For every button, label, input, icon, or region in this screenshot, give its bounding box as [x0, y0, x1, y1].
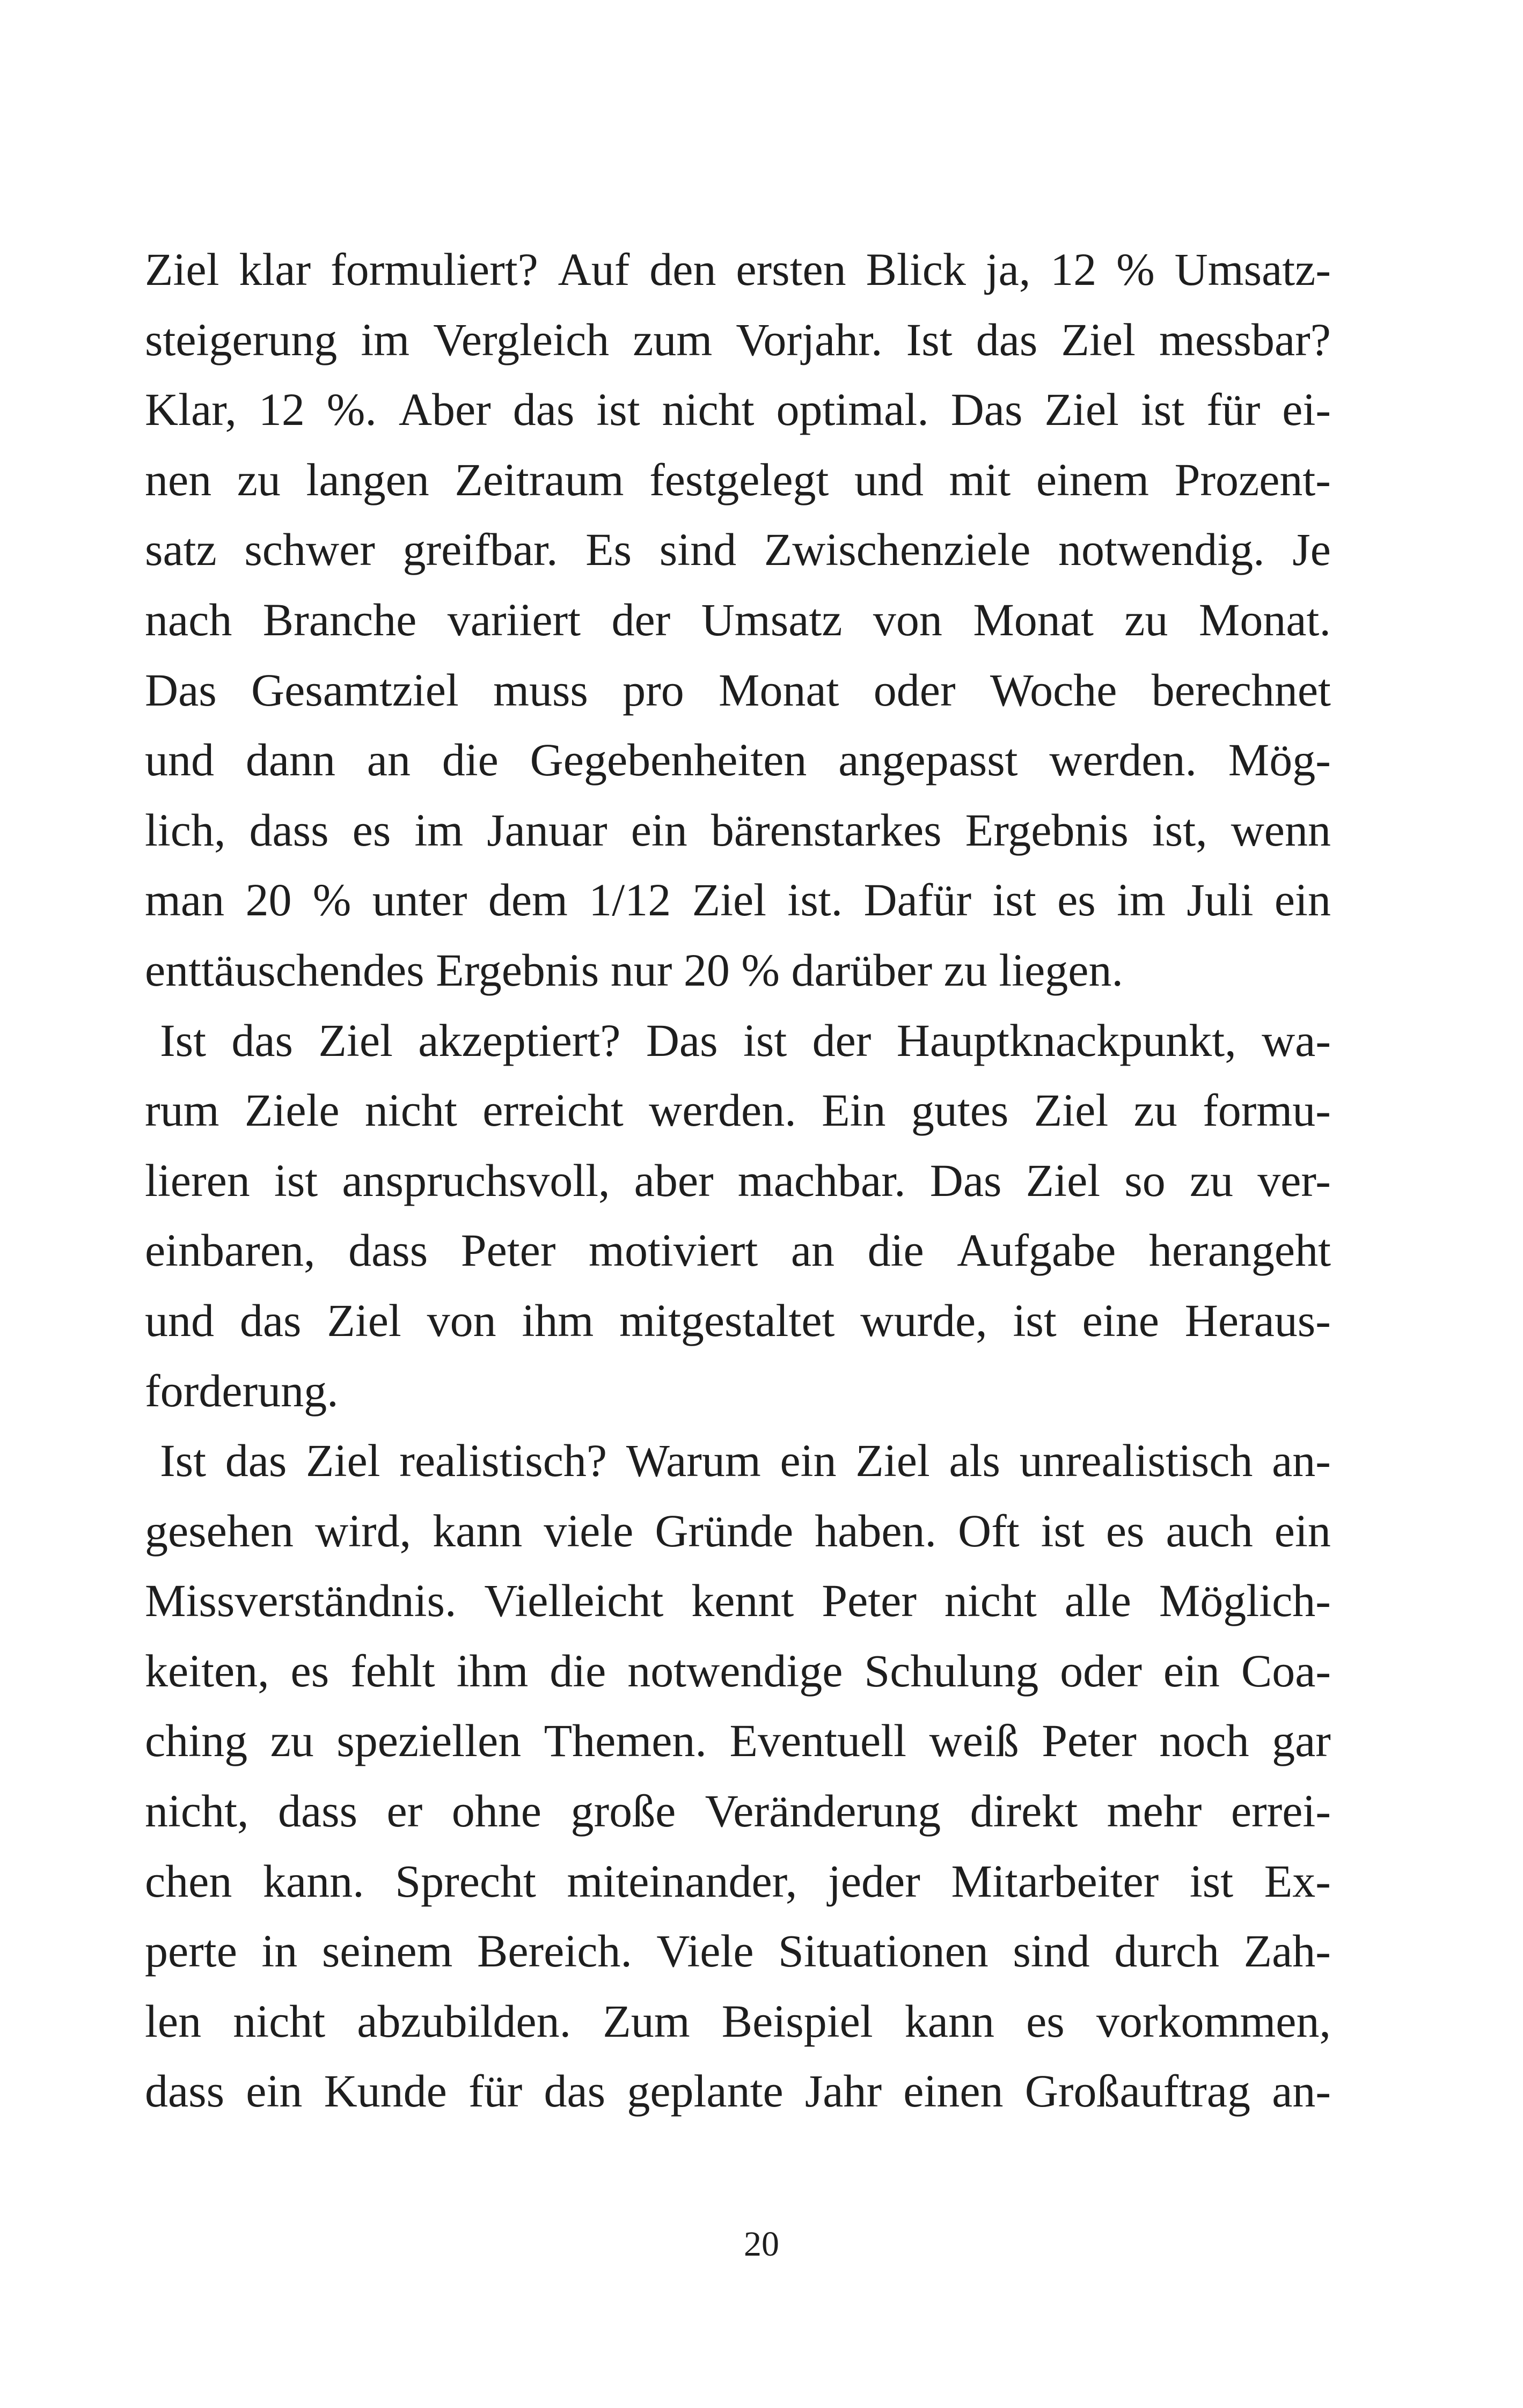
text-line: Ist das Ziel realistisch? Warum ein Ziel als unrealistisch an- [160, 1435, 1331, 1487]
text-line: Ziel klar formuliert? Auf den ersten Blick ja, 12 % Umsatz- [145, 244, 1331, 295]
text-line: ching zu speziellen Themen. Eventuell weiß Peter noch gar [145, 1715, 1331, 1767]
text-line: einbaren, dass Peter motiviert an die Aufgabe herangeht [145, 1224, 1331, 1276]
text-line: satz schwer greifbar. Es sind Zwischenziele notwendig. Je [145, 524, 1331, 576]
text-line: nicht, dass er ohne große Veränderung direkt mehr errei- [145, 1785, 1331, 1837]
text-line: steigerung im Vergleich zum Vorjahr. Ist das Ziel messbar? [145, 313, 1331, 365]
text-line: man 20 % unter dem 1/12 Ziel ist. Dafür ist es im Juli ein [145, 874, 1331, 926]
text-line: enttäuschendes Ergebnis nur 20 % darüber zu liegen. [145, 944, 1123, 996]
text-line: chen kann. Sprecht miteinander, jeder Mitarbeiter ist Ex- [145, 1855, 1331, 1907]
text-line: forderung. [145, 1364, 339, 1416]
text-line: nach Branche variiert der Umsatz von Monat zu Monat. [145, 593, 1331, 645]
text-line: Missverständnis. Vielleicht kennt Peter nicht alle Möglich- [145, 1575, 1331, 1627]
page-number: 20 [744, 2225, 779, 2264]
text-line: Das Gesamtziel muss pro Monat oder Woche berechnet [145, 664, 1331, 716]
text-line: lich, dass es im Januar ein bärenstarkes Ergebnis ist, wenn [145, 804, 1331, 856]
text-line: lieren ist anspruchsvoll, aber machbar. Das Ziel so zu ver- [145, 1154, 1331, 1206]
text-line: und dann an die Gegebenheiten angepasst werden. Mög- [145, 734, 1331, 786]
text-line: dass ein Kunde für das geplante Jahr einen Großauftrag an- [145, 2065, 1331, 2117]
text-line: gesehen wird, kann viele Gründe haben. Oft ist es auch ein [145, 1504, 1331, 1557]
text-line: rum Ziele nicht erreicht werden. Ein gutes Ziel zu formu- [145, 1084, 1331, 1136]
text-line: keiten, es fehlt ihm die notwendige Schulung oder ein Coa- [145, 1645, 1331, 1697]
text-line: len nicht abzubilden. Zum Beispiel kann es vorkommen, [145, 1995, 1331, 2047]
text-line: perte in seinem Bereich. Viele Situationen sind durch Zah- [145, 1925, 1331, 1977]
text-line: Ist das Ziel akzeptiert? Das ist der Hauptknackpunkt, wa- [160, 1014, 1331, 1066]
body-text [145, 234, 1331, 2126]
text-line: und das Ziel von ihm mitgestaltet wurde, ist eine Heraus- [145, 1294, 1331, 1346]
text-line: nen zu langen Zeitraum festgelegt und mit einem Prozent- [145, 453, 1331, 505]
text-line: Klar, 12 %. Aber das ist nicht optimal. Das Ziel ist für ei- [145, 384, 1331, 436]
